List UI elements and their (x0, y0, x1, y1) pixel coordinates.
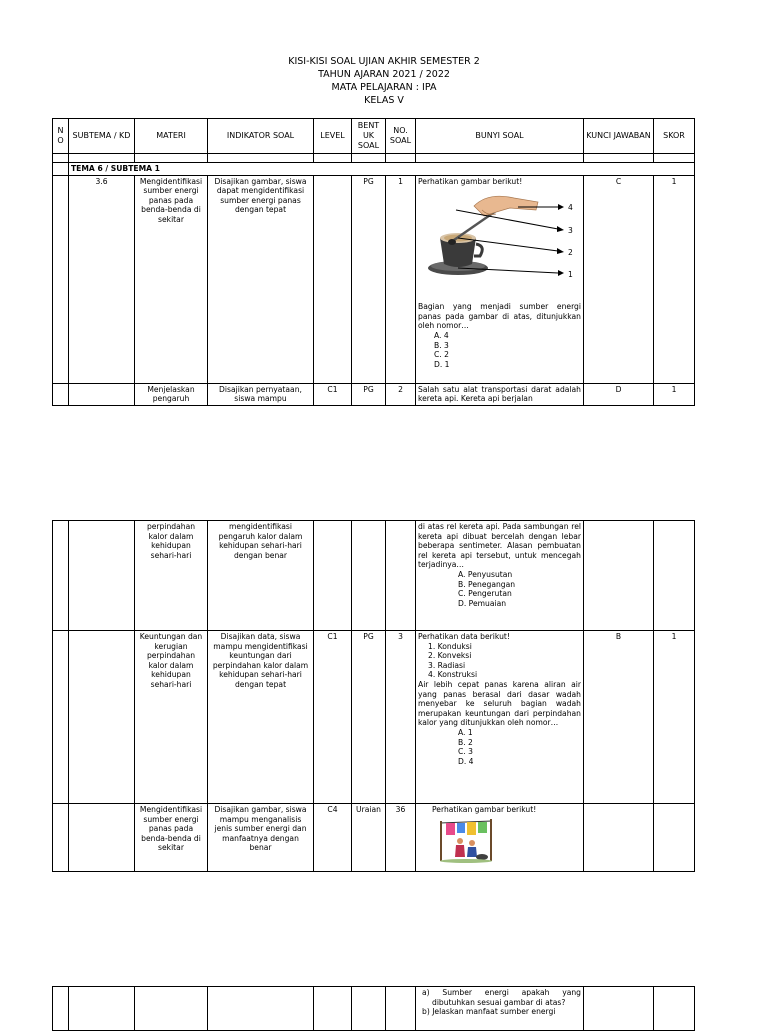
question-a: a) Sumber energi apakah yang dibutuhkan sesuai gambar di atas? (422, 988, 581, 1007)
bunyi-cell: Salah satu alat transportasi darat adalah kereta api. Kereta api berjalan (416, 383, 584, 405)
level-cell: C1 (314, 631, 352, 804)
indikator-cell: mengidentifikasi pengaruh kalor dalam kehidupan sehari-hari dengan benar (208, 521, 314, 631)
col-no: N O (53, 119, 69, 154)
indikator-cell: Disajikan data, siswa mampu mengidentifikasi keuntungan dari perpindahan kalor dalam kehidupan sehari-hari dengan tepat (208, 631, 314, 804)
indikator-cell: Disajikan pernyataan, siswa mampu (208, 383, 314, 405)
bentuk-cell: Uraian (352, 804, 386, 872)
kunci-cell (584, 804, 654, 872)
option-b: B. 2 (458, 737, 473, 747)
option-d: D. 1 (434, 359, 450, 369)
document-title-block (0, 55, 768, 107)
option-a: A. Penyusutan (458, 569, 513, 579)
kisi-kisi-table-page-2 (52, 520, 695, 872)
level-cell: C1 (314, 383, 352, 405)
col-kunci: KUNCI JAWABAN (584, 119, 654, 154)
question-intro: Perhatikan data berikut! (418, 632, 510, 641)
data-item-2: 2. Konveksi (428, 651, 472, 661)
option-c: C. 3 (458, 747, 473, 757)
bunyi-cell (416, 804, 584, 872)
option-d: D. Pemuaian (458, 598, 507, 608)
kunci-cell: B (584, 631, 654, 804)
coffee-cup-illustration (418, 186, 580, 296)
data-item-1: 1. Konduksi (428, 641, 472, 651)
skor-cell: 1 (654, 175, 695, 383)
skor-cell: 1 (654, 631, 695, 804)
header-row (53, 119, 695, 154)
section-title: TEMA 6 / SUBTEMA 1 (69, 163, 695, 176)
kisi-kisi-table-page-3 (52, 986, 695, 1031)
data-item-3: 3. Radiasi (428, 660, 466, 670)
materi-cell: Keuntungan dan kerugian perpindahan kalor dalam kehidupan sehari-hari (135, 631, 208, 804)
title-line-2: TAHUN AJARAN 2021 / 2022 (318, 69, 450, 80)
figure-label-4: 4 (568, 203, 573, 213)
nosoal-cell: 36 (386, 804, 416, 872)
data-item-4: 4. Konstruksi (428, 670, 478, 680)
question-intro: Perhatikan gambar berikut! (432, 805, 537, 814)
title-line-3: MATA PELAJARAN : IPA (331, 82, 437, 93)
col-subtema: SUBTEMA / KD (69, 119, 135, 154)
col-bentuk: BENT UK SOAL (352, 119, 386, 154)
level-cell: C4 (314, 804, 352, 872)
col-nosoal: NO. SOAL (386, 119, 416, 154)
materi-cell: Mengidentifikasi sumber energi panas pada benda-benda di sekitar (135, 804, 208, 872)
bunyi-cell (416, 521, 584, 631)
question-b: b) Jelaskan manfaat sumber energi (422, 1007, 556, 1017)
bunyi-cell (416, 631, 584, 804)
table-row (53, 804, 695, 872)
col-level: LEVEL (314, 119, 352, 154)
bentuk-cell: PG (352, 631, 386, 804)
col-materi: MATERI (135, 119, 208, 154)
bentuk-cell: PG (352, 383, 386, 405)
col-bunyi: BUNYI SOAL (416, 119, 584, 154)
col-skor: SKOR (654, 119, 695, 154)
figure-label-1: 1 (568, 270, 573, 280)
figure-label-2: 2 (568, 248, 573, 258)
title-line-4: KELAS V (364, 95, 404, 106)
kisi-kisi-table-page-1 (52, 118, 695, 406)
option-b: B. Penegangan (458, 579, 516, 589)
question-text: Bagian yang menjadi sumber energi panas pada gambar di atas, ditunjukkan oleh nomor… (418, 302, 581, 331)
figure-label-3: 3 (568, 226, 573, 236)
option-c: C. 2 (434, 350, 449, 360)
coffee-cup-figure (418, 186, 581, 296)
skor-cell: 1 (654, 383, 695, 405)
option-a: A. 1 (458, 727, 473, 737)
col-indikator: INDIKATOR SOAL (208, 119, 314, 154)
skor-cell (654, 804, 695, 872)
title-line-1: KISI-KISI SOAL UJIAN AKHIR SEMESTER 2 (288, 56, 480, 67)
clothesline-illustration (436, 815, 496, 863)
table-row (53, 383, 695, 405)
bunyi-cell (416, 175, 584, 383)
materi-cell: Mengidentifikasi sumber energi panas pada benda-benda di sekitar (135, 175, 208, 383)
table-row (53, 521, 695, 631)
nosoal-cell: 1 (386, 175, 416, 383)
materi-cell: Menjelaskan pengaruh (135, 383, 208, 405)
question-text: di atas rel kereta api. Pada sambungan rel kereta api dibuat bercelah dengan lebar beberapa sentimeter. Alasan pembuatan rel kereta api tersebut, untuk mencegah terjadinya… (418, 522, 581, 570)
nosoal-cell: 2 (386, 383, 416, 405)
table-row (53, 175, 695, 383)
level-cell (314, 175, 352, 383)
question-text: Air lebih cepat panas karena aliran air yang panas berasal dari dasar wadah menyebar ke seluruh bagian wadah merupakan keuntungan dari perpindahan kalor yang ditunjukkan oleh nomor… (418, 679, 581, 728)
indikator-cell: Disajikan gambar, siswa mampu menganalisis jenis sumber energi dan manfaatnya dengan benar (208, 804, 314, 872)
option-d: D. 4 (458, 756, 474, 766)
materi-cell: perpindahan kalor dalam kehidupan sehari-hari (135, 521, 208, 631)
indikator-cell: Disajikan gambar, siswa dapat mengidentifikasi sumber energi panas dengan tepat (208, 175, 314, 383)
section-row (53, 163, 695, 176)
kd-cell: 3.6 (69, 175, 135, 383)
spacer-row (53, 154, 695, 163)
table-row (53, 631, 695, 804)
option-b: B. 3 (434, 340, 449, 350)
nosoal-cell: 3 (386, 631, 416, 804)
question-intro: Perhatikan gambar berikut! (418, 176, 523, 186)
kunci-cell: C (584, 175, 654, 383)
kunci-cell: D (584, 383, 654, 405)
option-c: C. Pengerutan (458, 589, 512, 599)
bentuk-cell: PG (352, 175, 386, 383)
option-a: A. 4 (434, 330, 449, 340)
